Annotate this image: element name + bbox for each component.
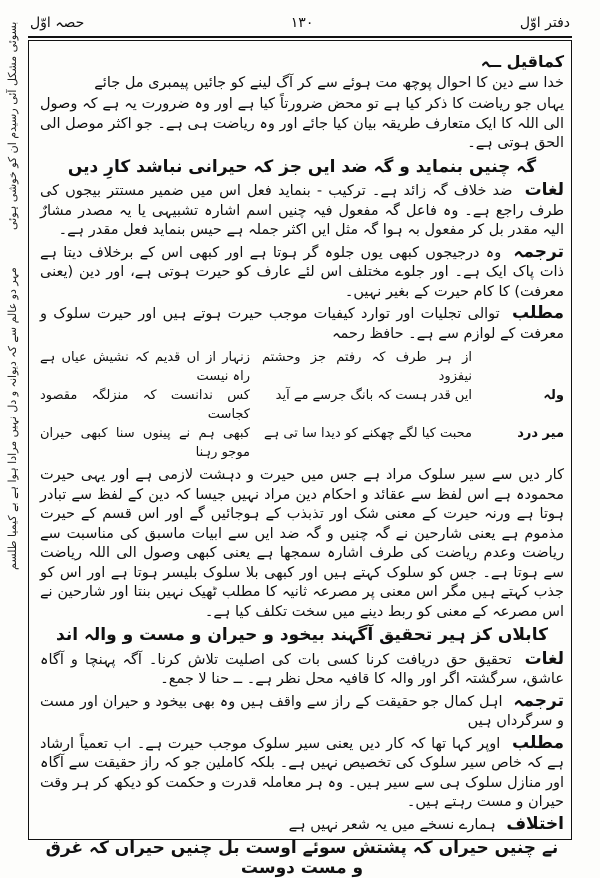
tarjuma-text: اہل کمال جو حقیقت کے راز سے واقف ہیں وہ بھی بیخود و حیران اور مست و سرگرداں ہیں <box>40 693 564 729</box>
matlab-label: مطلب <box>511 732 564 753</box>
tarjuma-label: ترجمہ <box>513 241 564 262</box>
lughat-label: لغات <box>524 180 565 200</box>
page-header <box>30 10 570 36</box>
verse-tag <box>484 348 564 386</box>
ikhtilaf-paragraph <box>40 815 564 836</box>
verse-tag: میر درد <box>517 426 564 441</box>
lughat-paragraph <box>40 181 564 241</box>
verse-hemistich: ایں قدر ہست کہ بانگ جرسے مے آید <box>275 388 472 403</box>
lughat-text: ضد خلاف گہ زائد ہے۔ ترکیب - بنماید فعل اس میں ضمیر مستتر بیجوں کی طرف راجع ہے۔ وہ فاعل گہ مفعول فیہ چنیں اسم اشارہ تشبیہی یا یہ مصدر مشارٌ الیہ مقدر بل کر مفعول بہ ہوا گہ مثل ایں اکثر جملہ ہے حیس بنماید فعل مقدر ہے۔ <box>40 183 564 238</box>
tarjuma-text: وہ درجیجوں کبھی یوں جلوہ گر ہوتا ہے اور کبھی اس کے برخلاف دیتا ہے ذات پاک ایک ہے۔ اور جلوے مختلف اس لئے عارف کو حیرت ہوتی ہے، اور دین (یعنی معرفت) کا کام حیرت کے بغیر نہیں۔ <box>40 244 564 300</box>
matlab-paragraph <box>40 304 564 344</box>
matlab-text: توالی تجلیات اور توارد کیفیات موجب حیرت ہوتے ہیں اور حیرت سلوک و معرفت کے لوازم سے ہے۔ حافظ رحمہ <box>40 306 564 342</box>
verses-block <box>40 348 564 462</box>
ikhtilaf-text: ہمارے نسخے میں یہ شعر نہیں ہے <box>288 816 496 833</box>
verse-hemistich: از ہر طرف کہ رفتم جز وحشتم نیفزود <box>262 350 472 384</box>
verse-hemistich: زنہار از اں قدیم کہ نشیش عیاں ہے راہ نیست <box>40 350 250 384</box>
verse-line: خدا سے دین کا احوال پوچھ مت ہوئے سے کر آگ لینے کو جائیں پیمبری مل جائے <box>94 74 564 91</box>
verse-couplet: گہ چنیں بنماید و گہ ضد ایں جز کہ حیرانی نباشد کارِ دیں <box>67 156 537 177</box>
verse-tag: ولہ <box>543 388 564 403</box>
lughat-label: لغات <box>524 648 565 669</box>
matlab-label: مطلب <box>511 303 564 323</box>
section-title: کماقیل ــہ <box>480 52 564 71</box>
lughat-text: تحقیق حق دریافت کرنا کسی بات کی اصلیت تلاش کرنا۔ آگہ پہنچا و آگاہ عاشق، سرگشتہ اگر اور والہ کا قافیہ محل نظر ہے۔ ــ حنا لا جمع۔ <box>40 651 564 687</box>
verse-hemistich: کبھی ہم نے پینوں سنا کبھی حیران موجو رہنا <box>40 426 250 460</box>
paragraph: یہاں جو ریاضت کا ذکر کیا ہے تو محض ضرورتاً کیا ہے اور وہ ضرورت یہ ہے کہ وصول الی اللہ کا ایک متعارف طریقہ بیان کیا جائے اور وہ ریاضت ہی ہے۔ جو اکثر موصل الی الحق ہوتی ہے۔ <box>40 96 564 151</box>
verse-hemistich: کس ندانست کہ منزلگہ مقصود کجاست <box>40 388 250 422</box>
footer-rule <box>28 839 572 840</box>
page-content <box>40 48 565 878</box>
tarjuma-paragraph <box>40 243 564 303</box>
page-number: ۱۳۰ <box>290 15 314 31</box>
paragraph: کار دیں سے سیر سلوک مراد ہے جس میں حیرت و دہشت لازمی ہے اور یہی حیرت محمودہ ہے اس لفظ سے عقائد و احکام دین مراد نہیں جیسا کہ دین کے لفظ سے تبادر ہوتا ہے ورنہ حیرت کے معنی شک اور تذبذب کے ہوجائیں گے اور اس قسم کے حیرت مذموم ہے یعنی شارحین نے گہ چنیں و گہ ضد ایں سے ابیات ماسبق کی مناسبت سے ریاضت وعدم ریاضت کی طرف اشارہ سمجھا ہے یعنی کبھی وصول الی اللہ ریاضت سے ہوتا ہے۔ جس کو سلوک کہتے ہیں اور کبھی بلا سلوک بلیسر ہوتا ہے اور اس کو جذب کہتے ہیں مگر اس معنی پر مصرعہ ثانیہ کا مطلب ٹھیک نہیں بنتا اور شارحین نے اس مصرعہ کے معنی کو ربط دینے میں سخت تکلف کیا ہے۔ <box>40 467 564 620</box>
header-right-title: دفتر اوّل <box>519 15 570 31</box>
margin-note-bottom: مہر دو عالم سے کہ دیوانہ و دل نہیں مرادا ہوا ہے بے کیمیا طلسم <box>6 267 19 570</box>
matlab-paragraph <box>40 734 564 813</box>
ikhtilaf-label: اختلاف <box>506 813 564 834</box>
header-rule <box>28 36 572 38</box>
header-left-title: حصہ اوّل <box>30 15 85 31</box>
tarjuma-label: ترجمہ <box>513 690 564 711</box>
verse-hemistich: محبت کیا لگے چھکنے کو دیدا سا تی ہے <box>264 426 472 441</box>
verse-couplet: نے چنیں حیراں کہ پشتش سوئے اوست بل چنیں حیراں کہ غرق و مست دوست <box>45 838 559 878</box>
verse-couplet: کابلاں کز ہیر تحقیق آگہند بیخود و حیران و مست و والہ اند <box>56 625 548 645</box>
lughat-paragraph <box>40 650 564 690</box>
matlab-text: اوپر کہا تھا کہ کار دیں یعنی سیر سلوک موجب حیرت ہے۔ اب تعمیاً ارشاد ہے کہ خاص سیر سلوک کی تخصیص نہیں ہے۔ بلکہ کاملین جو کہ راز حقیقت سے آگاہ اور منازل سلوک ہی سے سیر ہیں۔ وہ ہر معاملہ قدرت و حکمت کو دیکھ کر ہر وقت حیران و مست رہتے ہیں۔ <box>40 735 564 810</box>
margin-note-top: بسوئی مشکل آئی رسیدم ان کو خوشی ہوئی <box>6 21 19 230</box>
tarjuma-paragraph <box>40 692 564 732</box>
